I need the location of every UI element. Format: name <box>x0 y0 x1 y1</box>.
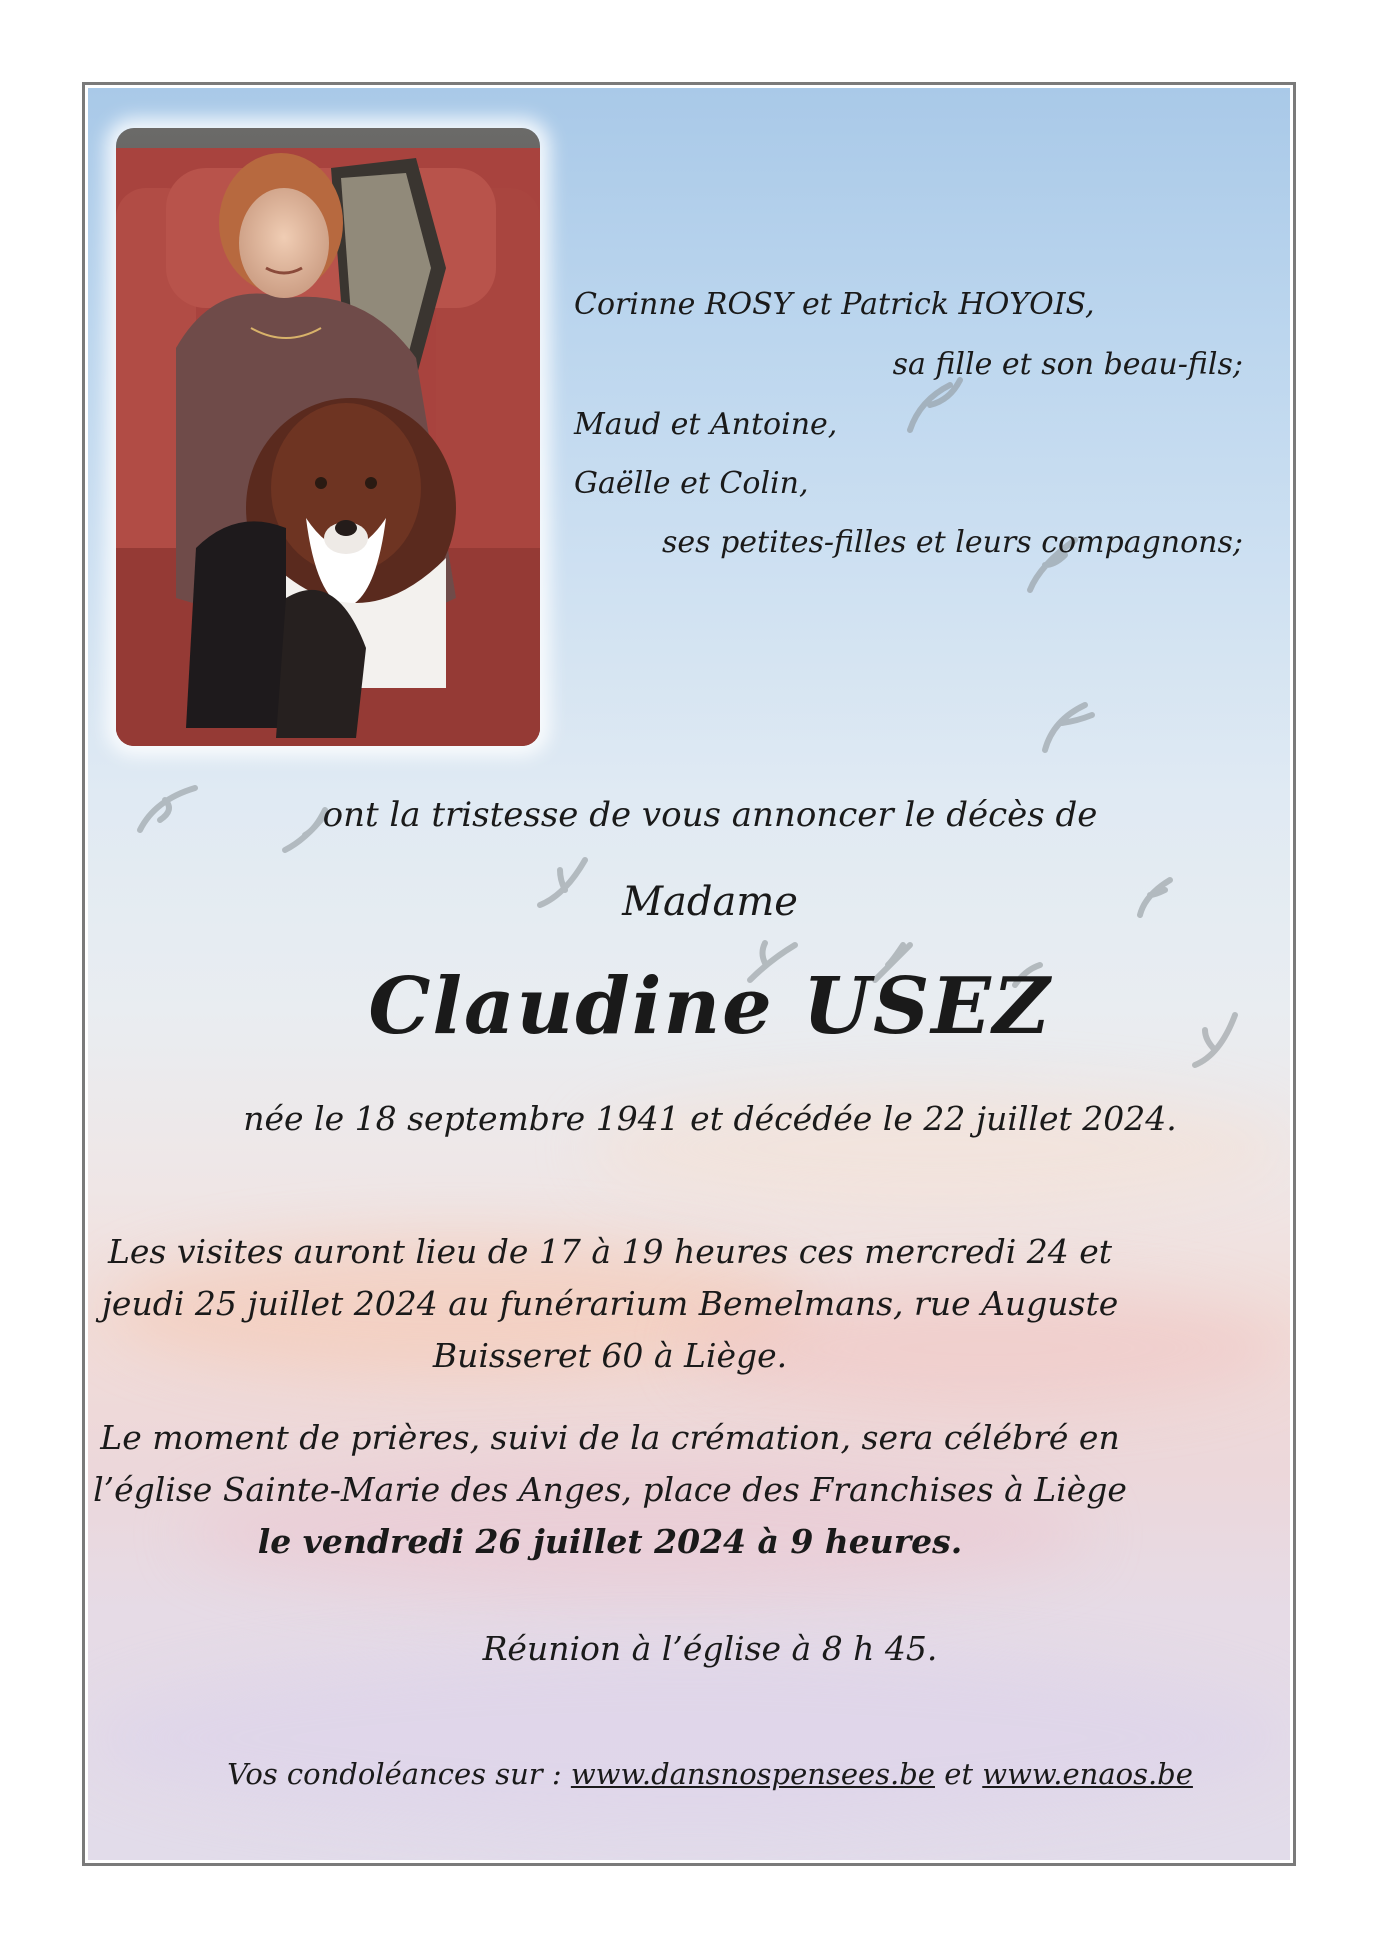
visits-paragraph <box>60 1226 1160 1382</box>
family-line-4: Gaëlle et Colin, <box>574 466 809 501</box>
link-dansnospensees[interactable]: www.dansnospensees.be <box>570 1757 935 1791</box>
condolences-connector: et <box>944 1757 974 1791</box>
ceremony-paragraph <box>60 1412 1160 1568</box>
visits-line-3: Buisseret 60 à Liège. <box>432 1336 788 1375</box>
announcement: ont la tristesse de vous annoncer le décès de <box>322 795 1098 835</box>
family-line-5: ses petites-filles et leurs compagnons; <box>661 525 1243 560</box>
life-dates: née le 18 septembre 1941 et décédée le 22 juillet 2024. <box>243 1099 1177 1138</box>
deceased-name: Claudine USEZ <box>368 961 1052 1052</box>
ceremony-line-1: Le moment de prières, suivi de la crémation, sera célébré en <box>100 1418 1120 1457</box>
honorific: Madame <box>622 879 798 925</box>
visits-line-2: jeudi 25 juillet 2024 au funérarium Bemelmans, rue Auguste <box>101 1284 1119 1323</box>
ceremony-line-2: l’église Sainte-Marie des Anges, place des Franchises à Liège <box>93 1470 1127 1509</box>
bird-silhouette-icon <box>1045 705 1092 750</box>
link-enaos[interactable]: www.enaos.be <box>982 1757 1193 1791</box>
condolences-prefix: Vos condoléances sur : <box>227 1757 562 1791</box>
ceremony-date: le vendredi 26 juillet 2024 à 9 heures. <box>257 1522 963 1561</box>
bird-silhouette-icon <box>910 380 960 430</box>
condolences-line <box>0 1757 1378 1791</box>
family-line-1: Corinne ROSY et Patrick HOYOIS, <box>574 287 1095 322</box>
visits-line-1: Les visites auront lieu de 17 à 19 heures ces mercredi 24 et <box>107 1232 1113 1271</box>
family-line-3: Maud et Antoine, <box>574 407 838 442</box>
portrait-photo <box>116 128 540 746</box>
family-line-2: sa fille et son beau-fils; <box>892 347 1243 382</box>
meeting-time: Réunion à l’église à 8 h 45. <box>482 1629 938 1668</box>
